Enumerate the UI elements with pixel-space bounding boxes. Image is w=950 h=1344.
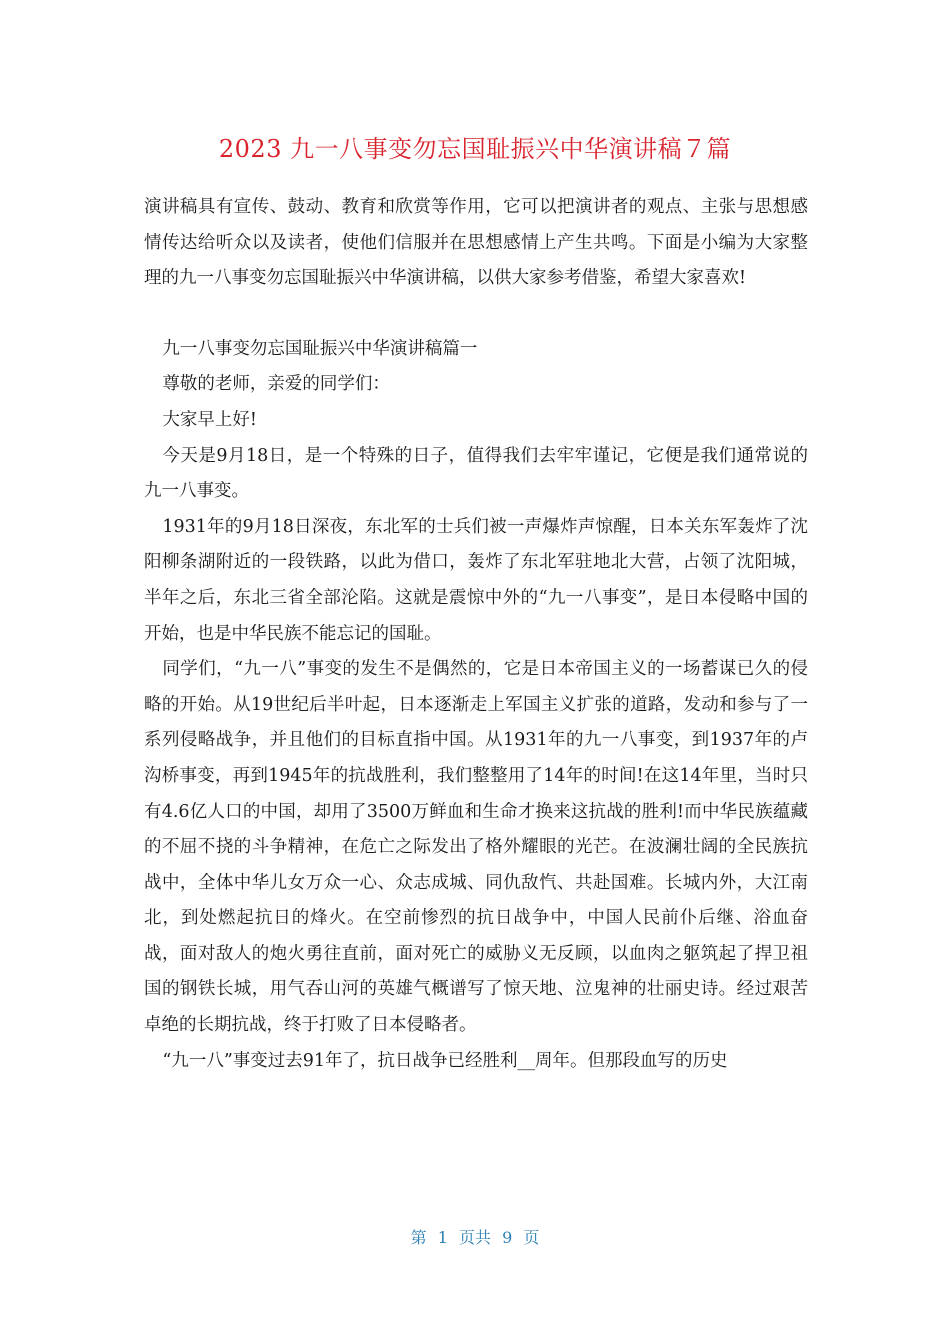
- body-paragraph: 同学们，“九一八”事变的发生不是偶然的，它是日本帝国主义的一场蓄谋已久的侵略的开始。从19世纪后半叶起，日本逐渐走上军国主义扩张的道路，发动和参与了一系列侵略战争，并且他们的目标直指中国。从1931年的九一八事变，到1937年的卢沟桥事变，再到1945年的抗战胜利，我们整整用了14年的时间!在这14年里，当时只有4.6亿人口的中国，却用了3500万鲜血和生命才换来这抗战的胜利!而中华民族蕴藏的不屈不挠的斗争精神，在危亡之际发出了格外耀眼的光芒。在波澜壮阔的全民族抗战中，全体中华儿女万众一心、众志成城、同仇敌忾、共赴国难。长城内外，大江南北，到处燃起抗日的烽火。在空前惨烈的抗日战争中，中国人民前仆后继、浴血奋战，面对敌人的炮火勇往直前，面对死亡的威胁义无反顾，以血肉之躯筑起了捍卫祖国的钢铁长城，用气吞山河的英雄气概谱写了惊天地、泣鬼神的壮丽史诗。经过艰苦卓绝的长期抗战，终于打败了日本侵略者。: [144, 659, 808, 1036]
- body-paragraph: “九一八”事变过去91年了，抗日战争已经胜利__周年。但那段血写的历史: [162, 1050, 728, 1071]
- body-paragraph: 今天是9月18日，是一个特殊的日子，值得我们去牢牢谨记，它便是我们通常说的九一八事变。: [144, 445, 808, 502]
- body-paragraph: 1931年的9月18日深夜，东北军的士兵们被一声爆炸声惊醒，日本关东军轰炸了沈阳柳条湖附近的一段铁路，以此为借口，轰炸了东北军驻地北大营，占领了沈阳城，半年之后，东北三省全部沦陷。这就是震惊中外的“九一八事变”，是日本侵略中国的开始，也是中华民族不能忘记的国耻。: [144, 516, 808, 644]
- document-title: 2023 九一八事变勿忘国耻振兴中华演讲稿７篇: [218, 135, 732, 163]
- section-heading: 九一八事变勿忘国耻振兴中华演讲稿篇一: [162, 338, 478, 359]
- intro-paragraph: 演讲稿具有宣传、鼓动、教育和欣赏等作用，它可以把演讲者的观点、主张与思想感情传达给听众以及读者，使他们信服并在思想感情上产生共鸣。下面是小编为大家整理的九一八事变勿忘国耻振兴中华演讲稿，以供大家参考借鉴，希望大家喜欢!: [144, 197, 808, 289]
- greeting: 大家早上好!: [162, 409, 257, 430]
- page-number: 第 1 页共 9 页: [410, 1228, 540, 1247]
- salutation: 尊敬的老师，亲爱的同学们：: [162, 374, 390, 395]
- document-body: [144, 190, 808, 1079]
